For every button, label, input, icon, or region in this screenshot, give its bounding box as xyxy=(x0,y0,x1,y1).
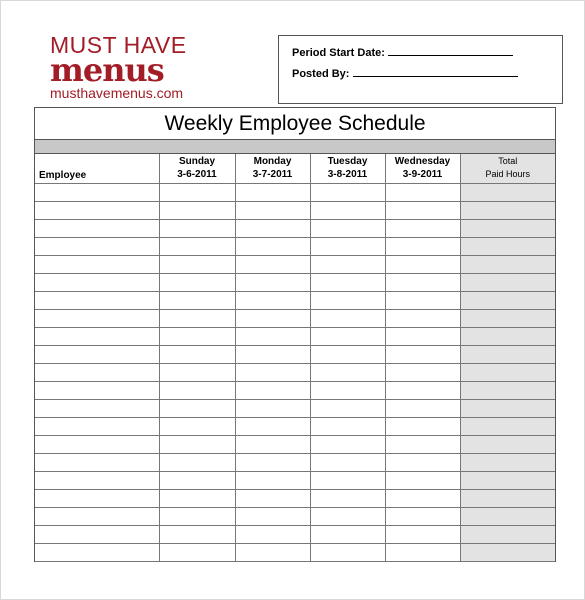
wednesday-cell[interactable] xyxy=(385,201,460,219)
sunday-cell[interactable] xyxy=(159,507,235,525)
monday-cell[interactable] xyxy=(235,507,310,525)
table-row xyxy=(35,255,555,273)
tuesday-cell[interactable] xyxy=(310,525,385,543)
sunday-cell[interactable] xyxy=(159,525,235,543)
sunday-cell[interactable] xyxy=(159,471,235,489)
sunday-cell[interactable] xyxy=(159,435,235,453)
header-band xyxy=(35,140,555,154)
total-header-line2: Paid Hours xyxy=(485,169,531,180)
monday-cell[interactable] xyxy=(235,219,310,237)
total-paid-hours-header xyxy=(460,154,555,183)
logo-wordmark: menus xyxy=(50,51,164,89)
wednesday-cell[interactable] xyxy=(385,183,460,201)
employee-cell[interactable] xyxy=(35,309,159,327)
tuesday-cell[interactable] xyxy=(310,417,385,435)
sunday-cell[interactable] xyxy=(159,381,235,399)
monday-cell[interactable] xyxy=(235,201,310,219)
employee-cell[interactable] xyxy=(35,291,159,309)
monday-cell[interactable] xyxy=(235,237,310,255)
sunday-cell[interactable] xyxy=(159,219,235,237)
total-hours-cell[interactable] xyxy=(460,255,555,273)
day-name: Tuesday xyxy=(327,156,368,168)
employee-cell[interactable] xyxy=(35,435,159,453)
sunday-cell[interactable] xyxy=(159,345,235,363)
monday-cell[interactable] xyxy=(235,453,310,471)
employee-cell[interactable] xyxy=(35,507,159,525)
tuesday-cell[interactable] xyxy=(310,201,385,219)
total-hours-cell[interactable] xyxy=(460,399,555,417)
period-start-field[interactable] xyxy=(388,44,513,56)
monday-cell[interactable] xyxy=(235,183,310,201)
table-row xyxy=(35,453,555,471)
posted-by-label: Posted By: xyxy=(292,68,350,80)
sunday-cell[interactable] xyxy=(159,255,235,273)
monday-cell[interactable] xyxy=(235,363,310,381)
sunday-cell[interactable] xyxy=(159,273,235,291)
day-name: Wednesday xyxy=(394,156,451,168)
table-row xyxy=(35,345,555,363)
sunday-cell[interactable] xyxy=(159,201,235,219)
employee-cell[interactable] xyxy=(35,525,159,543)
wednesday-cell[interactable] xyxy=(385,219,460,237)
table-row xyxy=(35,543,555,561)
wednesday-cell[interactable] xyxy=(385,489,460,507)
wednesday-cell[interactable] xyxy=(385,399,460,417)
employee-cell[interactable] xyxy=(35,327,159,345)
sunday-cell[interactable] xyxy=(159,327,235,345)
monday-cell[interactable] xyxy=(235,309,310,327)
total-hours-cell[interactable] xyxy=(460,219,555,237)
tuesday-cell[interactable] xyxy=(310,489,385,507)
sunday-cell[interactable] xyxy=(159,399,235,417)
day-name: Monday xyxy=(253,156,292,168)
total-hours-cell[interactable] xyxy=(460,183,555,201)
wednesday-cell[interactable] xyxy=(385,237,460,255)
wednesday-cell[interactable] xyxy=(385,327,460,345)
wednesday-cell[interactable] xyxy=(385,525,460,543)
table-row xyxy=(35,273,555,291)
wednesday-cell[interactable] xyxy=(385,381,460,399)
tuesday-cell[interactable] xyxy=(310,273,385,291)
monday-cell[interactable] xyxy=(235,327,310,345)
total-hours-cell[interactable] xyxy=(460,381,555,399)
tuesday-cell[interactable] xyxy=(310,471,385,489)
employee-cell[interactable] xyxy=(35,273,159,291)
sunday-cell[interactable] xyxy=(159,237,235,255)
day-date: 3-7-2011 xyxy=(252,169,293,181)
day-header-wednesday xyxy=(385,154,460,183)
tuesday-cell[interactable] xyxy=(310,237,385,255)
sunday-cell[interactable] xyxy=(159,291,235,309)
total-hours-cell[interactable] xyxy=(460,237,555,255)
total-header-line1: Total xyxy=(498,156,518,167)
tuesday-cell[interactable] xyxy=(310,435,385,453)
logo-url: musthavemenus.com xyxy=(50,85,184,101)
wednesday-cell[interactable] xyxy=(385,363,460,381)
total-hours-cell[interactable] xyxy=(460,471,555,489)
tuesday-cell[interactable] xyxy=(310,399,385,417)
wednesday-cell[interactable] xyxy=(385,309,460,327)
schedule-grid xyxy=(35,154,555,562)
employee-cell[interactable] xyxy=(35,453,159,471)
employee-cell[interactable] xyxy=(35,489,159,507)
tuesday-cell[interactable] xyxy=(310,255,385,273)
employee-cell[interactable] xyxy=(35,345,159,363)
total-hours-cell[interactable] xyxy=(460,435,555,453)
monday-cell[interactable] xyxy=(235,273,310,291)
monday-cell[interactable] xyxy=(235,489,310,507)
monday-cell[interactable] xyxy=(235,543,310,561)
tuesday-cell[interactable] xyxy=(310,381,385,399)
total-hours-cell[interactable] xyxy=(460,363,555,381)
table-row xyxy=(35,237,555,255)
sunday-cell[interactable] xyxy=(159,183,235,201)
employee-cell[interactable] xyxy=(35,399,159,417)
monday-cell[interactable] xyxy=(235,291,310,309)
total-hours-cell[interactable] xyxy=(460,543,555,561)
employee-cell[interactable] xyxy=(35,381,159,399)
wednesday-cell[interactable] xyxy=(385,507,460,525)
sunday-cell[interactable] xyxy=(159,417,235,435)
tuesday-cell[interactable] xyxy=(310,507,385,525)
monday-cell[interactable] xyxy=(235,471,310,489)
table-row xyxy=(35,381,555,399)
table-row xyxy=(35,435,555,453)
total-hours-cell[interactable] xyxy=(460,273,555,291)
monday-cell[interactable] xyxy=(235,399,310,417)
sunday-cell[interactable] xyxy=(159,453,235,471)
monday-cell[interactable] xyxy=(235,435,310,453)
employee-cell[interactable] xyxy=(35,183,159,201)
table-row xyxy=(35,471,555,489)
total-hours-cell[interactable] xyxy=(460,345,555,363)
table-row xyxy=(35,363,555,381)
sunday-cell[interactable] xyxy=(159,489,235,507)
monday-cell[interactable] xyxy=(235,381,310,399)
wednesday-cell[interactable] xyxy=(385,543,460,561)
monday-cell[interactable] xyxy=(235,417,310,435)
monday-cell[interactable] xyxy=(235,345,310,363)
table-row xyxy=(35,219,555,237)
table-row xyxy=(35,399,555,417)
wednesday-cell[interactable] xyxy=(385,291,460,309)
posted-by-row xyxy=(292,65,518,80)
employee-cell[interactable] xyxy=(35,237,159,255)
tuesday-cell[interactable] xyxy=(310,345,385,363)
tuesday-cell[interactable] xyxy=(310,363,385,381)
wednesday-cell[interactable] xyxy=(385,417,460,435)
wednesday-cell[interactable] xyxy=(385,273,460,291)
header-row xyxy=(35,154,555,183)
must-have-menus-logo xyxy=(50,33,210,101)
schedule-rows xyxy=(35,183,555,561)
total-hours-cell[interactable] xyxy=(460,309,555,327)
table-row xyxy=(35,327,555,345)
wednesday-cell[interactable] xyxy=(385,255,460,273)
total-hours-cell[interactable] xyxy=(460,291,555,309)
total-hours-cell[interactable] xyxy=(460,489,555,507)
employee-cell[interactable] xyxy=(35,219,159,237)
total-hours-cell[interactable] xyxy=(460,327,555,345)
sunday-cell[interactable] xyxy=(159,363,235,381)
table-row xyxy=(35,309,555,327)
table-row xyxy=(35,183,555,201)
total-hours-cell[interactable] xyxy=(460,507,555,525)
sunday-cell[interactable] xyxy=(159,543,235,561)
total-hours-cell[interactable] xyxy=(460,201,555,219)
tuesday-cell[interactable] xyxy=(310,543,385,561)
total-hours-cell[interactable] xyxy=(460,417,555,435)
schedule-title: Weekly Employee Schedule xyxy=(35,108,555,140)
tuesday-cell[interactable] xyxy=(310,291,385,309)
total-hours-cell[interactable] xyxy=(460,525,555,543)
day-header-sunday xyxy=(159,154,235,183)
schedule-table xyxy=(34,107,556,562)
total-hours-cell[interactable] xyxy=(460,453,555,471)
table-row xyxy=(35,417,555,435)
day-date: 3-9-2011 xyxy=(402,169,443,181)
period-start-row xyxy=(292,44,513,59)
logo-tagline: MUST HAVE xyxy=(50,32,187,58)
tuesday-cell[interactable] xyxy=(310,183,385,201)
day-header-tuesday xyxy=(310,154,385,183)
employee-cell[interactable] xyxy=(35,255,159,273)
day-date: 3-6-2011 xyxy=(177,169,217,181)
employee-cell[interactable] xyxy=(35,543,159,561)
posted-by-field[interactable] xyxy=(353,65,518,77)
employee-cell[interactable] xyxy=(35,417,159,435)
employee-cell[interactable] xyxy=(35,471,159,489)
table-row xyxy=(35,507,555,525)
table-row xyxy=(35,525,555,543)
sunday-cell[interactable] xyxy=(159,309,235,327)
day-header-monday xyxy=(235,154,310,183)
wednesday-cell[interactable] xyxy=(385,435,460,453)
tuesday-cell[interactable] xyxy=(310,327,385,345)
tuesday-cell[interactable] xyxy=(310,309,385,327)
monday-cell[interactable] xyxy=(235,255,310,273)
wednesday-cell[interactable] xyxy=(385,453,460,471)
day-name: Sunday xyxy=(178,156,216,168)
wednesday-cell[interactable] xyxy=(385,345,460,363)
day-date: 3-8-2011 xyxy=(327,169,368,181)
employee-header: Employee xyxy=(35,154,159,183)
wednesday-cell[interactable] xyxy=(385,471,460,489)
employee-cell[interactable] xyxy=(35,363,159,381)
tuesday-cell[interactable] xyxy=(310,453,385,471)
tuesday-cell[interactable] xyxy=(310,219,385,237)
period-info-box xyxy=(278,35,563,104)
table-row xyxy=(35,291,555,309)
monday-cell[interactable] xyxy=(235,525,310,543)
employee-cell[interactable] xyxy=(35,201,159,219)
table-row xyxy=(35,489,555,507)
table-row xyxy=(35,201,555,219)
period-start-label: Period Start Date: xyxy=(292,47,385,59)
